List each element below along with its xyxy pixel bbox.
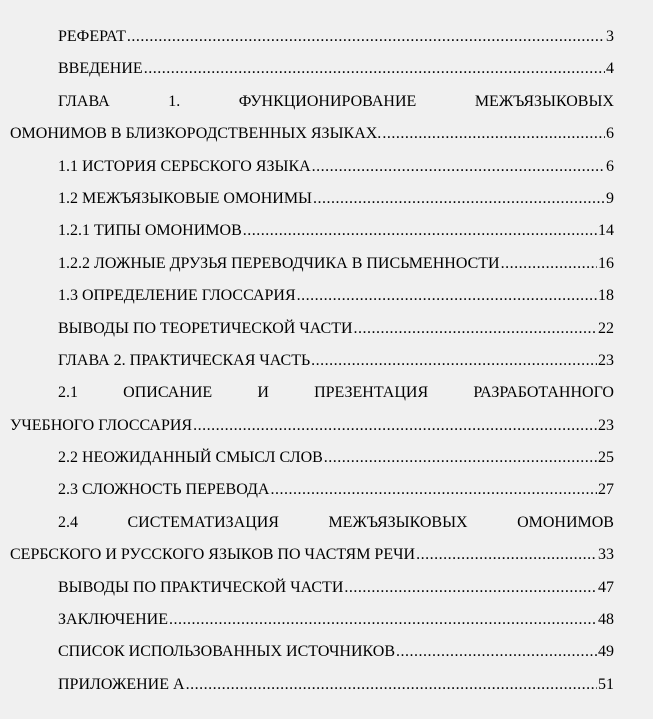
toc-entry-title: 1.1 ИСТОРИЯ СЕРБСКОГО ЯЗЫКА	[58, 157, 311, 175]
toc-word: ОПИСАНИЕ	[123, 384, 213, 402]
toc-entry-title: 1.3 ОПРЕДЕЛЕНИЕ ГЛОССАРИЯ	[58, 287, 296, 305]
toc-entry-appendix	[10, 669, 614, 701]
toc-page-number: 6	[606, 125, 614, 143]
toc-entry-title: 1.2.1 ТИПЫ ОМОНИМОВ	[58, 222, 242, 240]
toc-entry-referat	[10, 21, 614, 53]
toc-entry-title: ПРИЛОЖЕНИЕ А	[58, 675, 185, 693]
toc-page-number: 49	[598, 643, 614, 661]
toc-entry-line	[10, 410, 614, 442]
dot-leader	[324, 442, 597, 474]
toc-word: 2.4	[58, 513, 78, 531]
toc-entry-title: ЗАКЛЮЧЕНИЕ	[58, 611, 168, 629]
toc-page-number: 6	[606, 157, 614, 175]
dot-leader	[144, 53, 605, 85]
toc-page-number: 27	[598, 481, 614, 499]
dot-leader	[354, 313, 597, 345]
toc-page-number: 25	[598, 449, 614, 467]
toc-entry-title: ВЫВОДЫ ПО ТЕОРЕТИЧЕСКОЙ ЧАСТИ	[58, 319, 353, 337]
dot-leader	[169, 604, 597, 636]
toc-entry-title: ОМОНИМОВ В БЛИЗКОРОДСТВЕННЫХ ЯЗЫКАХ.	[10, 125, 382, 143]
dot-leader	[313, 183, 605, 215]
toc-entry-1-1	[10, 151, 614, 183]
toc-word: МЕЖЪЯЗЫКОВЫХ	[474, 92, 614, 110]
toc-word: ПРЕЗЕНТАЦИЯ	[314, 384, 429, 402]
toc-page-number: 14	[598, 222, 614, 240]
toc-entry-chapter-1	[10, 86, 614, 151]
toc-word: И	[257, 384, 269, 402]
toc-entry-title: ВВЕДЕНИЕ	[58, 60, 143, 78]
table-of-contents	[10, 21, 614, 701]
dot-leader	[396, 636, 597, 668]
dot-leader	[382, 118, 605, 150]
toc-entry-title: 2.2 НЕОЖИДАННЫЙ СМЫСЛ СЛОВ	[58, 449, 323, 467]
toc-page-number: 18	[598, 287, 614, 305]
dot-leader	[311, 345, 597, 377]
toc-entry-title: 1.2 МЕЖЪЯЗЫКОВЫЕ ОМОНИМЫ	[58, 189, 313, 207]
toc-entry-chapter-2	[10, 345, 614, 377]
toc-word: МЕЖЪЯЗЫКОВЫХ	[328, 513, 468, 531]
toc-entry-title: СЕРБСКОГО И РУССКОГО ЯЗЫКОВ ПО ЧАСТЯМ РЕЧИ	[10, 546, 416, 564]
toc-entry-line	[10, 377, 614, 409]
toc-page-number: 16	[598, 254, 614, 272]
toc-entry-conclusions-theory	[10, 313, 614, 345]
toc-entry-sources	[10, 636, 614, 668]
toc-entry-title: РЕФЕРАТ	[58, 28, 126, 45]
toc-page-number: 33	[598, 546, 614, 564]
dot-leader	[186, 669, 597, 701]
dot-leader	[344, 572, 597, 604]
toc-entry-1-3	[10, 280, 614, 312]
toc-word: ОМОНИМОВ	[517, 513, 614, 531]
dot-leader	[243, 215, 597, 247]
toc-entry-2-4	[10, 507, 614, 572]
dot-leader	[270, 474, 597, 506]
toc-entry-line	[10, 118, 614, 150]
toc-word: РАЗРАБОТАННОГО	[473, 384, 614, 402]
toc-entry-line	[10, 86, 614, 118]
toc-entry-1-2-2	[10, 248, 614, 280]
toc-entry-title: 1.2.2 ЛОЖНЫЕ ДРУЗЬЯ ПЕРЕВОДЧИКА В ПИСЬМЕННОСТИ	[58, 254, 500, 272]
toc-page-number: 9	[606, 189, 614, 207]
toc-page-number: 23	[598, 416, 614, 434]
toc-entry-line	[10, 539, 614, 571]
toc-entry-title: 2.3 СЛОЖНОСТЬ ПЕРЕВОДА	[58, 481, 270, 499]
toc-word: ГЛАВА	[58, 92, 110, 110]
toc-entry-conclusions-practice	[10, 572, 614, 604]
toc-word: СИСТЕМАТИЗАЦИЯ	[127, 513, 279, 531]
toc-entry-2-3	[10, 474, 614, 506]
toc-page-number: 22	[598, 319, 614, 337]
dot-leader	[127, 21, 605, 53]
toc-entry-line	[10, 507, 614, 539]
dot-leader	[312, 151, 605, 183]
dot-leader	[416, 539, 597, 571]
toc-entry-1-2-1	[10, 215, 614, 247]
toc-word: 1.	[168, 92, 181, 110]
toc-entry-zaklyuchenie	[10, 604, 614, 636]
dot-leader	[193, 410, 597, 442]
toc-word: 2.1	[58, 384, 78, 402]
dot-leader	[501, 248, 597, 280]
toc-page-number: 51	[598, 675, 614, 693]
toc-word: ФУНКЦИОНИРОВАНИЕ	[238, 92, 417, 110]
toc-entry-title: ГЛАВА 2. ПРАКТИЧЕСКАЯ ЧАСТЬ	[58, 351, 311, 369]
toc-page-number: 3	[606, 28, 614, 45]
toc-entry-1-2	[10, 183, 614, 215]
toc-entry-title: ВЫВОДЫ ПО ПРАКТИЧЕСКОЙ ЧАСТИ	[58, 578, 344, 596]
toc-page-number: 23	[598, 351, 614, 369]
toc-entry-title: СПИСОК ИСПОЛЬЗОВАННЫХ ИСТОЧНИКОВ	[58, 643, 396, 661]
toc-entry-title: УЧЕБНОГО ГЛОССАРИЯ	[10, 416, 193, 434]
toc-page-number: 4	[606, 60, 614, 78]
toc-entry-2-1	[10, 377, 614, 442]
toc-page-number: 48	[598, 611, 614, 629]
toc-page-number: 47	[598, 578, 614, 596]
toc-entry-vvedenie	[10, 53, 614, 85]
dot-leader	[297, 280, 597, 312]
toc-entry-2-2	[10, 442, 614, 474]
